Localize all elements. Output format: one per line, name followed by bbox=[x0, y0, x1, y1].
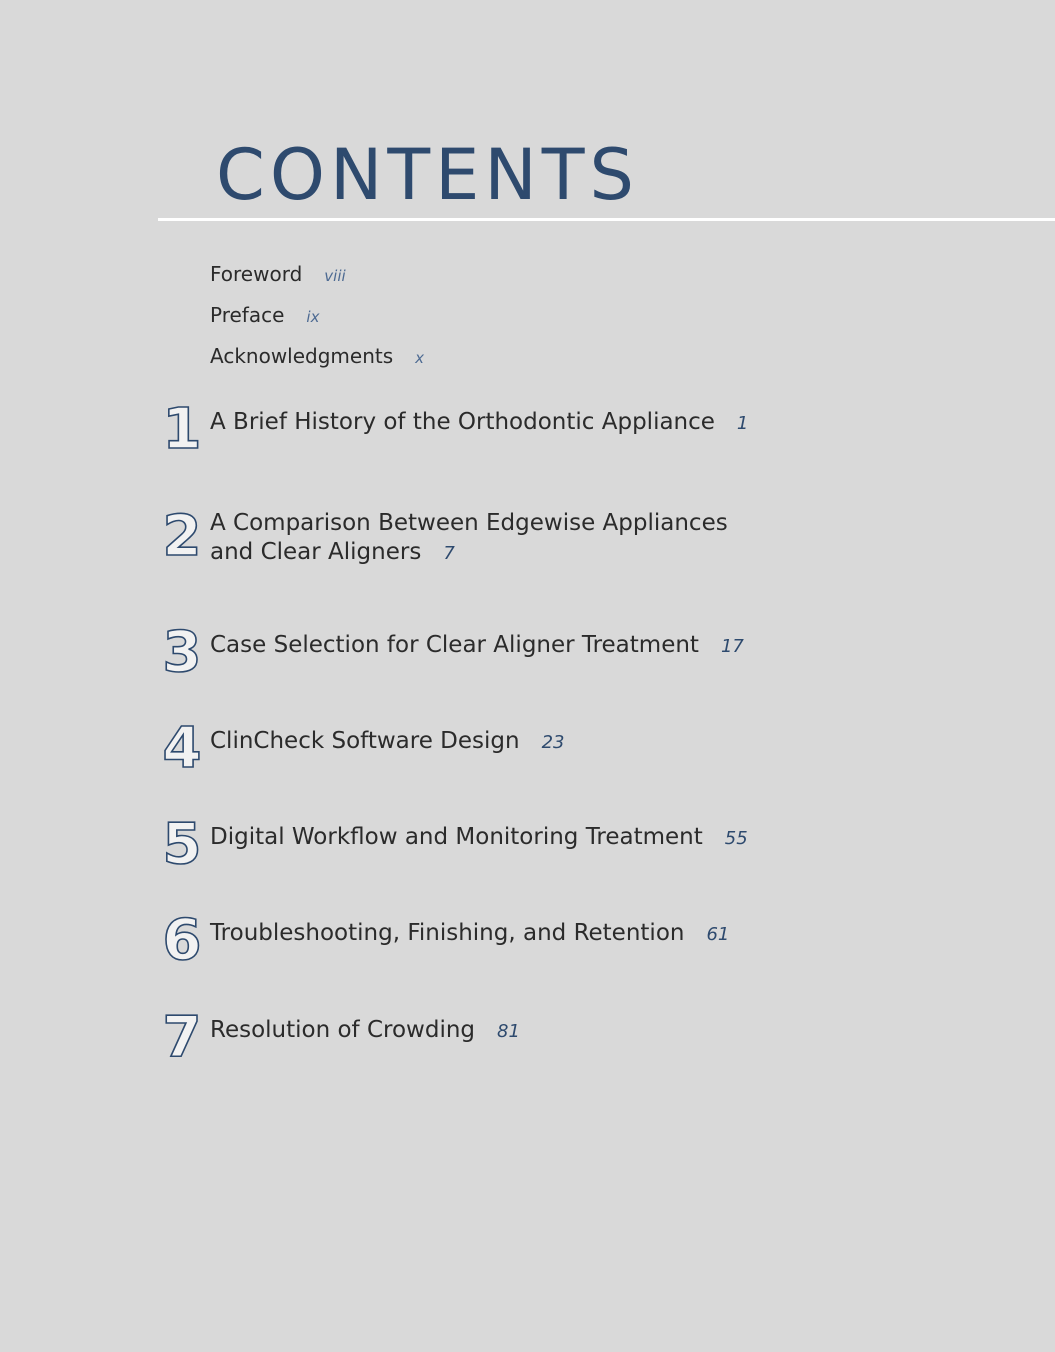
chapter-page-number: 61 bbox=[706, 924, 730, 945]
chapter-title bbox=[210, 408, 830, 438]
chapter-title-line: and Clear Aligners bbox=[210, 539, 422, 565]
chapter-title bbox=[210, 631, 830, 661]
front-matter-page: viii bbox=[324, 267, 346, 285]
chapter-title-line: A Brief History of the Orthodontic Appliance bbox=[210, 409, 715, 435]
chapter-page-number: 17 bbox=[720, 636, 744, 657]
chapter-title-line: Resolution of Crowding bbox=[210, 1017, 476, 1043]
chapter-page-number: 23 bbox=[541, 732, 565, 753]
chapter-number: 1 bbox=[162, 397, 202, 462]
front-matter-item-acknowledgments[interactable] bbox=[210, 344, 424, 385]
chapter-page-number: 55 bbox=[724, 828, 748, 849]
chapter-number: 6 bbox=[162, 908, 202, 973]
chapter-title bbox=[210, 823, 830, 853]
front-matter-label: Preface bbox=[210, 303, 285, 327]
chapter-title-line: Troubleshooting, Finishing, and Retention bbox=[210, 920, 685, 946]
chapter-title-line: ClinCheck Software Design bbox=[210, 728, 520, 754]
chapter-number: 5 bbox=[162, 812, 202, 877]
front-matter-label: Acknowledgments bbox=[210, 344, 394, 368]
chapter-page-number: 1 bbox=[736, 413, 749, 434]
front-matter-label: Foreword bbox=[210, 262, 303, 286]
chapter-number: 3 bbox=[162, 620, 202, 685]
title-divider bbox=[158, 218, 1055, 221]
chapter-number: 7 bbox=[162, 1005, 202, 1070]
front-matter-list bbox=[210, 262, 424, 385]
chapter-number: 4 bbox=[162, 716, 202, 781]
chapter-title-line: A Comparison Between Edgewise Appliances bbox=[210, 510, 728, 536]
chapter-number: 2 bbox=[162, 504, 202, 569]
front-matter-page: ix bbox=[306, 308, 320, 326]
chapter-page-number: 7 bbox=[443, 543, 455, 564]
chapter-title bbox=[210, 919, 830, 949]
chapter-page-number: 81 bbox=[497, 1021, 520, 1042]
chapter-title bbox=[210, 509, 830, 568]
front-matter-item-foreword[interactable] bbox=[210, 262, 424, 303]
chapter-title-line: Case Selection for Clear Aligner Treatment bbox=[210, 632, 699, 658]
front-matter-item-preface[interactable] bbox=[210, 303, 424, 344]
chapter-title-line: Digital Workflow and Monitoring Treatment bbox=[210, 824, 703, 850]
page-title: CONTENTS bbox=[216, 134, 639, 216]
chapter-title bbox=[210, 727, 830, 757]
front-matter-page: x bbox=[415, 349, 425, 367]
chapter-title bbox=[210, 1016, 830, 1046]
